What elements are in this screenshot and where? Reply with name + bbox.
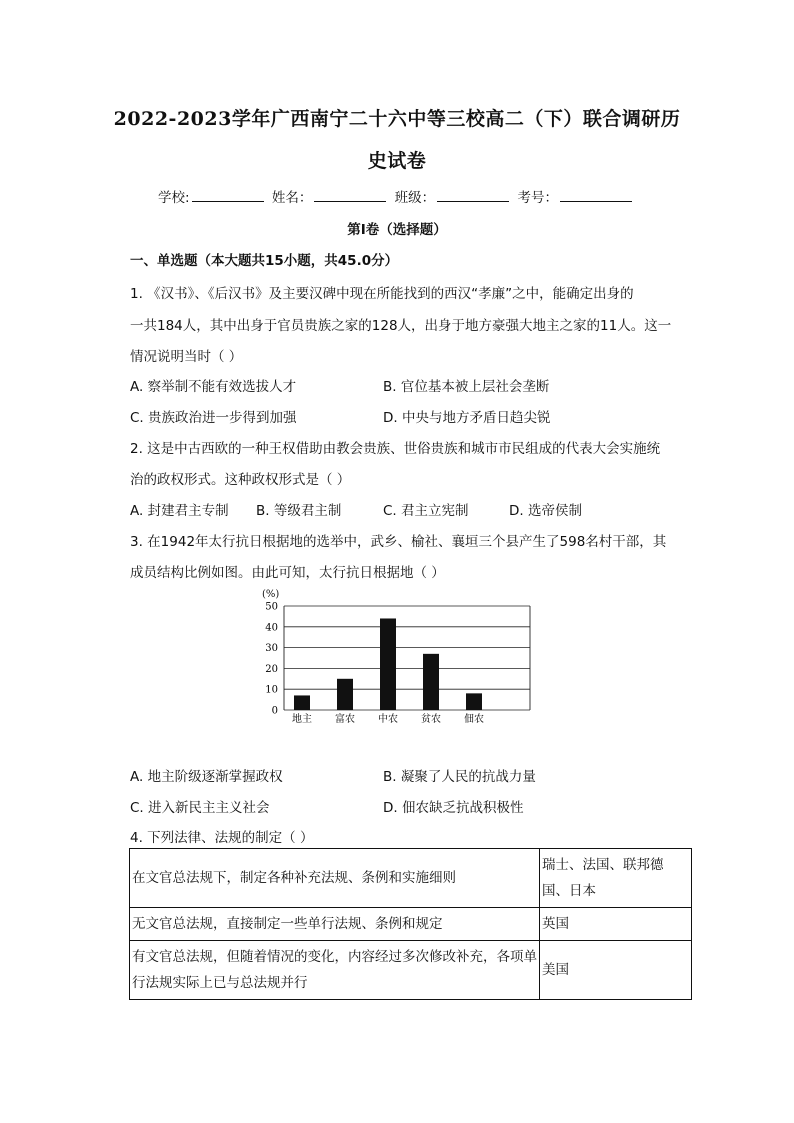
y-tick-label: 40 (265, 622, 278, 634)
q2-option-c[interactable]: C. 君主立宪制 (383, 503, 469, 519)
chart-gridlines (284, 606, 530, 710)
x-tick-label: 贫农 (421, 714, 441, 725)
section-title: 一、单选题（本大题共15小题，共45.0分） (130, 253, 399, 269)
table-cell-desc: 无文官总法规，直接制定一些单行法规、条例和规定 (130, 908, 540, 941)
exam-title-line2: 史试卷 (367, 150, 427, 172)
y-tick-label: 0 (271, 705, 278, 717)
bar-3 (423, 654, 439, 710)
x-tick-label: 地主 (292, 714, 312, 725)
exam-title-line1: 2022-2023学年广西南宁二十六中等三校高二（下）联合调研历 (113, 108, 681, 130)
table-row (130, 941, 692, 1000)
table-cell-country: 瑞士、法国、联邦德国、日本 (540, 849, 692, 908)
bar-1 (337, 679, 353, 710)
name-label: 姓名： (271, 190, 313, 206)
q2-line1: 2. 这是中古西欧的一种王权借助由教会贵族、世俗贵族和城市市民组成的代表大会实施统 (130, 441, 661, 457)
q3-option-a[interactable]: A. 地主阶级逐渐掌握政权 (130, 769, 283, 785)
q2-option-b[interactable]: B. 等级君主制 (256, 503, 342, 519)
civil-service-law-table (129, 848, 692, 1000)
q1-option-b[interactable]: B. 官位基本被上层社会垄断 (383, 379, 550, 395)
x-tick-label: 富农 (335, 714, 355, 725)
y-tick-label: 50 (265, 601, 278, 613)
q2-option-a[interactable]: A. 封建君主专制 (130, 503, 229, 519)
q1-option-a[interactable]: A. 察举制不能有效选拔人才 (130, 379, 297, 395)
x-axis-labels (292, 712, 484, 725)
name-blank[interactable] (314, 189, 386, 202)
q3-line2: 成员结构比例如图。由此可知，太行抗日根据地（ ） (130, 565, 445, 581)
table-row (130, 849, 692, 908)
class-label: 班级： (394, 190, 436, 206)
q1-option-c[interactable]: C. 贵族政治进一步得到加强 (130, 410, 297, 426)
y-axis-unit-label: (%) (262, 589, 280, 600)
q4-line1: 4. 下列法律、法规的制定（ ） (130, 830, 314, 846)
bar-4 (466, 693, 482, 710)
school-label: 学校: (158, 190, 190, 206)
table-cell-country: 英国 (540, 908, 692, 941)
y-tick-label: 10 (265, 684, 278, 696)
q3-option-d[interactable]: D. 佃农缺乏抗战积极性 (383, 800, 524, 816)
q1-option-d[interactable]: D. 中央与地方矛盾日趋尖锐 (383, 410, 551, 426)
y-axis-ticks (265, 602, 278, 717)
y-tick-label: 20 (265, 663, 278, 675)
class-blank[interactable] (437, 189, 509, 202)
q3-line1: 3. 在1942年太行抗日根据地的选举中，武乡、榆社、襄垣三个县产生了598名村干部，其 (130, 534, 667, 550)
exam-no-blank[interactable] (560, 189, 632, 202)
q3-option-b[interactable]: B. 凝聚了人民的抗战力量 (383, 769, 536, 785)
q3-option-c[interactable]: C. 进入新民主主义社会 (130, 800, 270, 816)
q2-line2: 治的政权形式。这种政权形式是（ ） (130, 472, 351, 488)
y-tick-label: 30 (265, 643, 278, 655)
cadre-composition-chart (240, 586, 540, 726)
q1-line3: 情况说明当时（ ） (130, 349, 243, 365)
volume-title: 第Ⅰ卷（选择题） (347, 222, 447, 238)
exam-no-label: 考号： (517, 190, 558, 206)
x-tick-label: 佃农 (464, 714, 484, 725)
bar-2 (380, 618, 396, 710)
q1-line1: 1. 《汉书》、《后汉书》及主要汉碑中现在所能找到的西汉“孝廉”之中，能确定出身的 (130, 286, 634, 302)
table-cell-desc: 在文官总法规下，制定各种补充法规、条例和实施细则 (130, 849, 540, 908)
chart-bars (294, 618, 482, 710)
student-info (0, 186, 794, 206)
table-row (130, 908, 692, 941)
q1-line2: 一共184人，其中出身于官员贵族之家的128人，出身于地方豪强大地主之家的11人。这一 (130, 318, 672, 334)
school-blank[interactable] (192, 189, 264, 202)
table-cell-desc: 有文官总法规，但随着情况的变化，内容经过多次修改补充，各项单行法规实际上已与总法规并行 (130, 941, 540, 1000)
table-cell-country: 美国 (540, 941, 692, 1000)
q2-option-d[interactable]: D. 选帝侯制 (509, 503, 582, 519)
x-tick-label: 中农 (378, 714, 398, 725)
bar-0 (294, 695, 310, 710)
